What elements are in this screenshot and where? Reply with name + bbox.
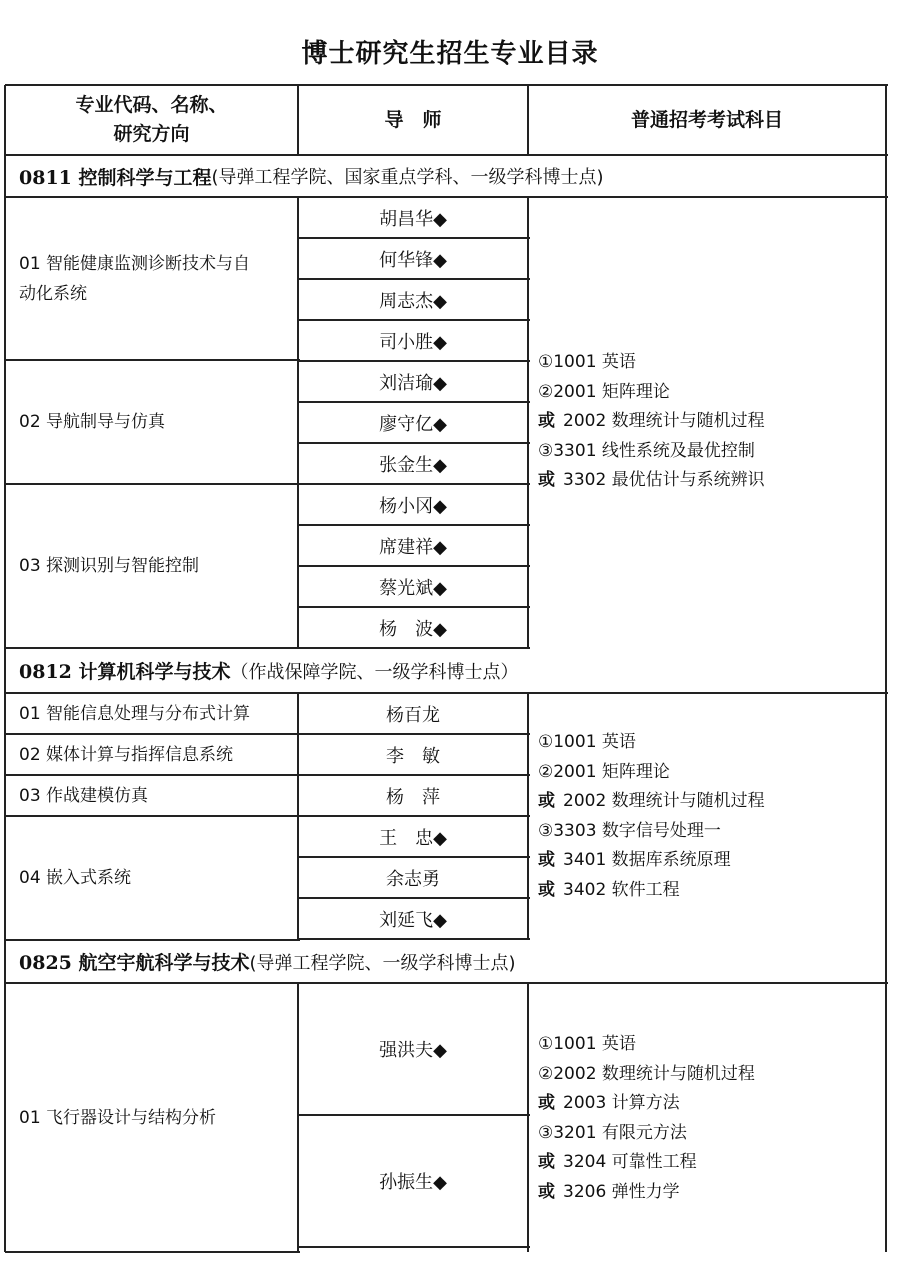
- exam-subject-text: ③3303 数字信号处理一: [538, 820, 721, 841]
- exam-subject-line: [538, 817, 886, 847]
- advisor-name-text: 李 敏: [386, 745, 440, 767]
- header-cell-advisor: [298, 85, 528, 155]
- advisor-name: [298, 443, 528, 484]
- advisor-name-text: 杨 萍: [386, 786, 440, 808]
- section-note: （作战保障学院、一级学科博士点）: [230, 661, 519, 683]
- table-rule: [297, 85, 299, 155]
- exam-subject-line: [538, 1089, 886, 1119]
- research-direction-text: [19, 1103, 216, 1133]
- header-major-line1: 专业代码、名称、: [75, 94, 228, 116]
- research-direction-line: 动化系统: [19, 283, 87, 304]
- exam-subject-text: ①1001 英语: [538, 1034, 636, 1054]
- advisor-name-text: 杨小冈◆: [379, 495, 447, 517]
- exam-or-label: 或: [538, 850, 555, 870]
- advisor-name: [298, 238, 528, 279]
- research-direction-text: [19, 781, 148, 811]
- table-rule: [527, 983, 529, 1252]
- table-rule: [5, 84, 888, 86]
- advisor-name: [298, 857, 528, 898]
- exam-subject-line: [538, 1060, 886, 1090]
- table-rule: [297, 693, 299, 940]
- exam-subject-text: 3401 数据库系统原理: [563, 850, 731, 870]
- table-rule: [527, 85, 529, 155]
- advisor-name: [298, 525, 528, 566]
- research-direction: [5, 197, 298, 360]
- exam-subject-text: 2002 数理统计与随机过程: [563, 411, 765, 431]
- advisor-name: [298, 607, 528, 648]
- exam-subject-line: [538, 728, 886, 758]
- section-note: (导弹工程学院、一级学科博士点): [249, 952, 516, 974]
- research-direction-text: [19, 551, 199, 581]
- advisor-name-text: 何华锋◆: [379, 249, 447, 271]
- advisor-name: [298, 983, 528, 1115]
- exam-subjects: [528, 1030, 886, 1207]
- header-advisor-text: 导 师: [384, 108, 442, 131]
- research-direction-text: [19, 699, 250, 729]
- advisor-name: [298, 279, 528, 320]
- exam-subject-line: [538, 1148, 886, 1178]
- advisor-name: [298, 898, 528, 939]
- advisor-name: [298, 734, 528, 775]
- table-rule: [885, 85, 887, 1252]
- advisor-name-text: 杨 波◆: [379, 618, 447, 640]
- header-cell-exams: [528, 85, 886, 155]
- exam-subject-line: [538, 876, 886, 906]
- exam-subject-text: ①1001 英语: [538, 352, 636, 372]
- exam-or-label: 或: [538, 1093, 555, 1113]
- advisor-name-text: 王 忠◆: [379, 827, 447, 849]
- section-code-name: 0812 计算机科学与技术: [19, 661, 231, 683]
- table-rule: [527, 693, 529, 940]
- advisor-name-text: 胡昌华◆: [379, 208, 447, 230]
- exam-or-label: 或: [538, 470, 555, 490]
- advisor-name: [298, 361, 528, 402]
- research-direction-text: [19, 863, 131, 893]
- advisor-name: [298, 1115, 528, 1247]
- section-code-name: 0811 控制科学与工程: [19, 166, 212, 189]
- exam-subject-text: 3302 最优估计与系统辨识: [563, 470, 765, 490]
- advisor-name-text: 刘洁瑜◆: [379, 372, 447, 394]
- research-direction-line: 02 导航制导与仿真: [19, 412, 166, 432]
- advisor-name: [298, 197, 528, 238]
- table-rule: [298, 1246, 530, 1248]
- table-rule: [4, 85, 6, 1252]
- advisor-name-text: 杨百龙: [386, 704, 440, 726]
- research-direction-line: 02 媒体计算与指挥信息系统: [19, 744, 234, 765]
- research-direction-text: [19, 740, 233, 770]
- exam-subject-text: ③3201 有限元方法: [538, 1122, 687, 1143]
- header-exams-text: 普通招考考试科目: [630, 108, 783, 131]
- advisor-name: [298, 566, 528, 607]
- advisor-name-text: 蔡光斌◆: [379, 577, 447, 599]
- section-note: (导弹工程学院、国家重点学科、一级学科博士点): [211, 167, 604, 188]
- exam-subjects: [528, 348, 886, 496]
- advisor-name: [298, 320, 528, 361]
- research-direction: [5, 983, 298, 1252]
- research-direction: [5, 734, 298, 775]
- research-direction: [5, 816, 298, 940]
- section-code-name: 0825 航空宇航科学与技术: [19, 952, 250, 974]
- exam-or-label: 或: [538, 411, 555, 431]
- exam-or-label: 或: [538, 879, 555, 900]
- advisor-name-text: 周志杰◆: [379, 290, 447, 312]
- table-rule: [297, 197, 299, 648]
- header-major-text: [75, 91, 227, 149]
- exam-subject-line: [538, 1119, 886, 1149]
- advisor-name: [298, 775, 528, 816]
- table-rule: [297, 983, 299, 1252]
- research-direction: [5, 484, 298, 648]
- exam-subjects: [528, 728, 886, 905]
- research-direction-line: 01 智能信息处理与分布式计算: [19, 703, 251, 724]
- research-direction-text: [19, 249, 250, 309]
- research-direction-line: 04 嵌入式系统: [19, 868, 132, 888]
- research-direction-line: 01 智能健康监测诊断技术与自: [19, 253, 251, 274]
- table-rule: [527, 197, 529, 648]
- advisor-name-text: 刘延飞◆: [379, 909, 447, 931]
- exam-subject-line: [538, 1178, 886, 1208]
- research-direction: [5, 775, 298, 816]
- exam-subject-text: ②2001 矩阵理论: [538, 761, 670, 782]
- exam-subject-line: [538, 378, 886, 408]
- advisor-name-text: 司小胜◆: [379, 331, 447, 353]
- exam-subject-line: [538, 787, 886, 817]
- exam-subject-text: 2002 数理统计与随机过程: [563, 791, 765, 811]
- exam-subject-text: 3402 软件工程: [563, 879, 680, 900]
- advisor-name-text: 余志勇: [386, 868, 440, 890]
- research-direction-line: 03 探测识别与智能控制: [19, 556, 200, 576]
- exam-subject-line: [538, 846, 886, 876]
- exam-subject-line: [538, 1030, 886, 1060]
- exam-subject-text: 3206 弹性力学: [563, 1181, 680, 1202]
- exam-subject-text: 3204 可靠性工程: [563, 1152, 697, 1172]
- exam-subject-text: ②2001 矩阵理论: [538, 381, 670, 402]
- exam-or-label: 或: [538, 791, 555, 811]
- exam-subject-line: [538, 348, 886, 378]
- exam-subject-line: [538, 407, 886, 437]
- advisor-name-text: 廖守亿◆: [379, 413, 447, 435]
- header-cell-major: [5, 85, 298, 155]
- header-major-line2: 研究方向: [113, 123, 190, 145]
- advisor-name-text: 强洪夫◆: [379, 1040, 447, 1061]
- section-heading: [5, 648, 886, 693]
- section-heading: [5, 155, 886, 197]
- exam-or-label: 或: [538, 1181, 555, 1202]
- advisor-name: [298, 693, 528, 734]
- section-heading: [5, 940, 886, 983]
- advisor-name-text: 席建祥◆: [379, 536, 447, 558]
- page-title: 博士研究生招生专业目录: [301, 39, 599, 69]
- exam-or-label: 或: [538, 1152, 555, 1172]
- advisor-name: [298, 402, 528, 443]
- table-rule: [5, 1251, 300, 1253]
- advisor-name-text: 孙振生◆: [379, 1172, 447, 1193]
- advisor-name: [298, 816, 528, 857]
- advisor-name: [298, 484, 528, 525]
- exam-subject-line: [538, 466, 886, 496]
- research-direction: [5, 360, 298, 484]
- exam-subject-line: [538, 758, 886, 788]
- exam-subject-text: ②2002 数理统计与随机过程: [538, 1063, 755, 1084]
- research-direction: [5, 693, 298, 734]
- exam-subject-text: ①1001 英语: [538, 732, 636, 752]
- research-direction-text: [19, 407, 165, 437]
- exam-subject-text: 2003 计算方法: [563, 1093, 680, 1113]
- advisor-name-text: 张金生◆: [379, 454, 447, 476]
- exam-subject-text: ③3301 线性系统及最优控制: [538, 440, 755, 461]
- exam-subject-line: [538, 437, 886, 467]
- research-direction-line: 01 飞行器设计与结构分析: [19, 1107, 217, 1128]
- research-direction-line: 03 作战建模仿真: [19, 785, 149, 806]
